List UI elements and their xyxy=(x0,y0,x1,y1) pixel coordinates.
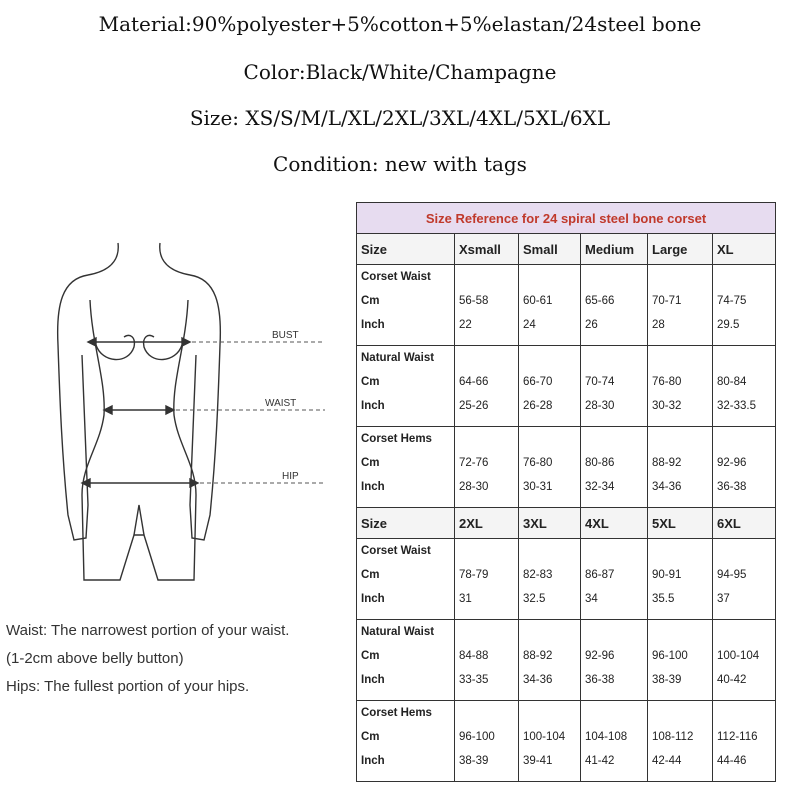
size-header-2: 4XL xyxy=(581,508,648,539)
cm-value: 70-71 xyxy=(652,295,682,307)
inch-value: 42-44 xyxy=(652,755,682,767)
cm-value: 108-112 xyxy=(652,731,694,743)
table-title: Size Reference for 24 spiral steel bone corset xyxy=(357,203,776,234)
cm-value: 92-96 xyxy=(717,457,747,469)
cm-value: 92-96 xyxy=(585,650,615,662)
material-line: Material:90%polyester+5%cotton+5%elastan/24steel bone xyxy=(98,12,702,36)
inch-value: 39-41 xyxy=(523,755,553,767)
cm-label: Cm xyxy=(361,731,380,743)
measure-arrows xyxy=(82,338,198,487)
inch-value: 26 xyxy=(585,319,598,331)
cm-value: 70-74 xyxy=(585,376,615,388)
condition-line: Condition: new with tags xyxy=(273,152,527,176)
cm-label: Cm xyxy=(361,650,380,662)
table-row xyxy=(357,539,776,620)
size-label: Size xyxy=(357,234,455,265)
inch-label: Inch xyxy=(361,593,385,605)
size-header-2: Medium xyxy=(581,234,648,265)
size-header-row xyxy=(357,234,776,265)
cm-value: 80-84 xyxy=(717,376,747,388)
cm-value: 88-92 xyxy=(652,457,682,469)
inch-value: 32-33.5 xyxy=(717,400,757,412)
bust-label: BUST xyxy=(272,330,299,341)
size-header-1: 3XL xyxy=(519,508,581,539)
inch-value: 28-30 xyxy=(459,481,489,493)
inch-value: 26-28 xyxy=(523,400,553,412)
size-reference-table xyxy=(356,202,776,782)
cm-value: 112-116 xyxy=(717,731,758,743)
size-header-3: Large xyxy=(648,234,713,265)
group-label: Corset Hems xyxy=(361,433,432,445)
cm-value: 74-75 xyxy=(717,295,747,307)
inch-value: 32-34 xyxy=(585,481,615,493)
size-header-row xyxy=(357,508,776,539)
hip-label: HIP xyxy=(282,471,299,482)
cm-value: 78-79 xyxy=(459,569,489,581)
table-row xyxy=(357,427,776,508)
size-header-4: 6XL xyxy=(713,508,776,539)
cm-label: Cm xyxy=(361,376,380,388)
cm-value: 66-70 xyxy=(523,376,553,388)
note-waist: Waist: The narrowest portion of your waist. xyxy=(6,622,290,639)
cm-value: 104-108 xyxy=(585,731,628,743)
cm-value: 94-95 xyxy=(717,569,747,581)
inch-value: 34 xyxy=(585,593,598,605)
inch-value: 38-39 xyxy=(652,674,682,686)
note-belly: (1-2cm above belly button) xyxy=(6,650,184,667)
cm-value: 84-88 xyxy=(459,650,489,662)
inch-label: Inch xyxy=(361,755,385,767)
inch-value: 34-36 xyxy=(652,481,682,493)
table-row xyxy=(357,265,776,346)
cm-value: 76-80 xyxy=(652,376,682,388)
inch-value: 25-26 xyxy=(459,400,489,412)
group-label: Corset Waist xyxy=(361,271,431,283)
size-line: Size: XS/S/M/L/XL/2XL/3XL/4XL/5XL/6XL xyxy=(189,106,611,130)
inch-value: 30-31 xyxy=(523,481,553,493)
body-measurement-figure xyxy=(10,205,345,600)
inch-value: 41-42 xyxy=(585,755,615,767)
size-label: Size xyxy=(357,508,455,539)
cm-label: Cm xyxy=(361,457,380,469)
guide-lines xyxy=(176,342,325,483)
cm-value: 76-80 xyxy=(523,457,553,469)
inch-value: 30-32 xyxy=(652,400,682,412)
cm-label: Cm xyxy=(361,569,380,581)
note-hips: Hips: The fullest portion of your hips. xyxy=(6,678,250,695)
cm-label: Cm xyxy=(361,295,380,307)
cm-value: 80-86 xyxy=(585,457,615,469)
cm-value: 100-104 xyxy=(523,731,566,743)
inch-value: 29.5 xyxy=(717,319,740,331)
inch-value: 31 xyxy=(459,593,472,605)
inch-value: 44-46 xyxy=(717,755,747,767)
size-header-3: 5XL xyxy=(648,508,713,539)
group-label: Corset Waist xyxy=(361,545,431,557)
inch-label: Inch xyxy=(361,319,385,331)
inch-value: 22 xyxy=(459,319,472,331)
cm-value: 88-92 xyxy=(523,650,553,662)
size-header-1: Small xyxy=(519,234,581,265)
group-label: Natural Waist xyxy=(361,352,435,364)
inch-label: Inch xyxy=(361,400,385,412)
body-outline-icon xyxy=(58,243,221,580)
waist-label: WAIST xyxy=(265,398,297,409)
cm-value: 100-104 xyxy=(717,650,760,662)
inch-label: Inch xyxy=(361,481,385,493)
size-header-0: 2XL xyxy=(455,508,519,539)
inch-value: 34-36 xyxy=(523,674,553,686)
inch-value: 40-42 xyxy=(717,674,747,686)
size-header-0: Xsmall xyxy=(455,234,519,265)
cm-value: 72-76 xyxy=(459,457,489,469)
color-line: Color:Black/White/Champagne xyxy=(243,60,557,84)
cm-value: 56-58 xyxy=(459,295,489,307)
cm-value: 96-100 xyxy=(652,650,688,662)
inch-label: Inch xyxy=(361,674,385,686)
cm-value: 86-87 xyxy=(585,569,615,581)
inch-value: 33-35 xyxy=(459,674,489,686)
inch-value: 32.5 xyxy=(523,593,546,605)
size-header-4: XL xyxy=(713,234,776,265)
group-label: Natural Waist xyxy=(361,626,435,638)
inch-value: 37 xyxy=(717,593,730,605)
cm-value: 60-61 xyxy=(523,295,553,307)
table-row xyxy=(357,346,776,427)
cm-value: 96-100 xyxy=(459,731,495,743)
inch-value: 35.5 xyxy=(652,593,675,605)
inch-value: 36-38 xyxy=(585,674,615,686)
inch-value: 36-38 xyxy=(717,481,747,493)
table-row xyxy=(357,620,776,701)
table-row xyxy=(357,701,776,782)
inch-value: 24 xyxy=(523,319,536,331)
inch-value: 28 xyxy=(652,319,665,331)
cm-value: 65-66 xyxy=(585,295,615,307)
cm-value: 90-91 xyxy=(652,569,682,581)
group-label: Corset Hems xyxy=(361,707,432,719)
cm-value: 64-66 xyxy=(459,376,489,388)
inch-value: 38-39 xyxy=(459,755,489,767)
inch-value: 28-30 xyxy=(585,400,615,412)
cm-value: 82-83 xyxy=(523,569,553,581)
